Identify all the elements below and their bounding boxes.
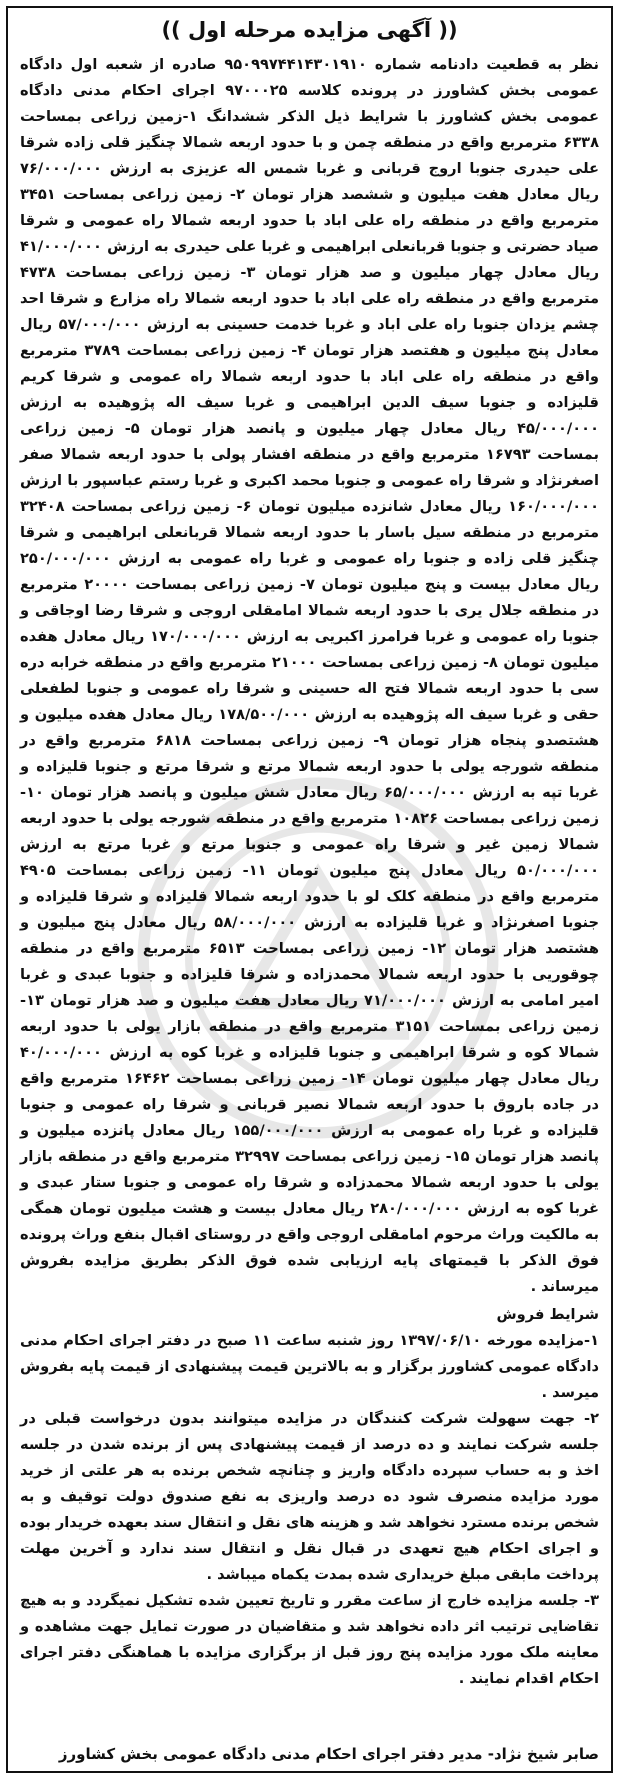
notice-body <box>20 52 599 1300</box>
condition-item-3: ۳- جلسه مزایده خارج از ساعت مقرر و تاریخ تعیین شده تشکیل نمیگردد و به هیچ تقاضایی ترتیب اثر داده نخواهد شد و متقاضیان در صورت تمایل جهت مشاهده و معاینه ملک مورد مزایده پنج روز قبل از برگزاری مزایده با هماهنگی دفتر اجرای احکام اقدام نمایند . <box>20 1592 599 1687</box>
notice-title: (( آگهی مزایده مرحله اول )) <box>161 18 458 42</box>
conditions-heading: شرایط فروش <box>496 1306 599 1323</box>
condition-item-2: ۲- جهت سهولت شرکت کنندگان در مزایده میتوانند بدون درخواست قبلی در جلسه شرکت نمایند و ده درصد از قیمت پیشنهادی پس از برنده شدن در جلسه اخذ و به حساب سپرده دادگاه واریز و چنانچه شخص برنده به هر علتی از خرید مورد مزایده منصرف شود ده درصد واریزی به نفع صندوق دولت توقیف و به شخص برنده مسترد نخواهد شد و هزینه های نقل و انتقال سند بعهده خریدار بوده و اجرای احکام هیچ تعهدی در قبال نقل و انتقال سند ندارد و آخرین مهلت پرداخت مابقی مبلغ خریداری شده بمدت یکماه میباشد . <box>20 1410 599 1583</box>
notice-body-paragraph: نظر به قطعیت دادنامه شماره ۹۵۰۹۹۷۴۴۱۴۳۰۱۹۱۰ صادره از شعبه اول دادگاه عمومی بخش کشاورز در پرونده کلاسه ۹۷۰۰۰۲۵ اجرای احکام مدنی دادگاه عمومی بخش کشاورز با شرایط ذیل الذکر ششدانگ ۱-زمین زراعی بمساحت ۶۳۳۸ مترمربع واقع در منطقه چمن و با حدود اربعه شمالا چنگیز قلی زاده شرقا علی حیدری جنوبا اروج قربانی و غربا شمس اله عزیزی به ارزش ۷۶/۰۰۰/۰۰۰ ریال معادل هفت میلیون و ششصد هزار تومان ۲- زمین زراعی بمساحت ۳۴۵۱ مترمربع واقع در منطقه راه علی اباد با حدود اربعه شمالا راه عمومی و شرقا صیاد حضرتی و جنوبا قربانعلی ابراهیمی و غربا علی حیدری به ارزش ۴۱/۰۰۰/۰۰۰ ریال معادل چهار میلیون و صد هزار تومان ۳- زمین زراعی بمساحت ۴۷۳۸ مترمربع واقع در منطقه راه علی اباد با حدود اربعه شمالا راه مزارع و شرقا احد چشم یزدان جنوبا راه علی اباد و غربا خدمت حسینی به ارزش ۵۷/۰۰۰/۰۰۰ ریال معادل پنج میلیون و هفتصد هزار تومان ۴- زمین زراعی بمساحت ۳۷۸۹ مترمربع واقع در منطقه راه علی اباد با حدود اربعه شمالا راه عمومی و شرقا کریم قلیزاده و جنوبا سیف الدین ابراهیمی و غربا سیف اله پژوهیده به ارزش ۴۵/۰۰۰/۰۰۰ ریال معادل چهار میلیون و پانصد هزار تومان ۵- زمین زراعی بمساحت ۱۶۷۹۳ مترمربع واقع در منطقه افشار پولی با حدود اربعه شمالا صفر اصغرنژاد و شرقا راه عمومی و جنوبا محمد اکبری و غربا رستم عباسپور با ارزش ۱۶۰/۰۰۰/۰۰۰ ریال معادل شانزده میلیون تومان ۶- زمین زراعی بمساحت ۳۲۴۰۸ مترمربع در منطقه سیل باسار با حدود اربعه شمالا قربانعلی ابراهیمی و شرقا چنگیز قلی زاده و جنوبا راه عمومی و غربا راه عمومی به ارزش ۲۵۰/۰۰۰/۰۰۰ ریال معادل بیست و پنج میلیون تومان ۷- زمین زراعی بمساحت ۲۰۰۰۰ مترمربع در منطقه جلال یری با حدود اربعه شمالا امامقلی اروجی و شرقا رضا اوجاقی و جنوبا راه عمومی و غربا فرامرز اکبریی به ارزش ۱۷۰/۰۰۰/۰۰۰ ریال معادل هفده میلیون تومان ۸- زمین زراعی بمساحت ۲۱۰۰۰ مترمربع واقع در منطقه خرابه دره سی با حدود اربعه شمالا فتح اله حسینی و شرقا راه عمومی و جنوبا لطفعلی حقی و غربا سیف اله پژوهیده به ارزش ۱۷۸/۵۰۰/۰۰۰ ریال معادل هفده میلیون و هشتصدو پنجاه هزار تومان ۹- زمین زراعی بمساحت ۶۸۱۸ مترمربع واقع در منطقه شورجه یولی با حدود اربعه شمالا مرتع و شرقا مرتع و جنوبا قلیزاده و غربا تپه به ارزش ۶۵/۰۰۰/۰۰۰ ریال معادل شش میلیون و پانصد هزار تومان ۱۰- زمین زراعی بمساحت ۱۰۸۲۶ مترمربع واقع در منطقه شورجه یولی با حدود اربعه شمالا زمین غیر و شرقا راه عمومی و جنوبا مرتع و غربا مرتع به ارزش ۵۰/۰۰۰/۰۰۰ ریال معادل پنج میلیون تومان ۱۱- زمین زراعی بمساحت ۴۹۰۵ مترمربع واقع در منطقه کلک لو با حدود اربعه شمالا قلیزاده و شرقا قلیزاده و جنوبا اصغرنژاد و غربا قلیزاده به ارزش ۵۸/۰۰۰/۰۰۰ ریال معادل پنج میلیون و هشتصد هزار تومان ۱۲- زمین زراعی بمساحت ۶۵۱۳ مترمربع واقع در منطقه چوقوریی با حدود اربعه شمالا محمدزاده و شرقا قلیزاده و جنوبا عبدی و غربا امیر امامی به ارزش ۷۱/۰۰۰/۰۰۰ ریال معادل هفت میلیون و صد هزار تومان ۱۳- زمین زراعی بمساحت ۳۱۵۱ مترمربع واقع در منطقه بازار یولی با حدود اربعه شمالا کوه و شرقا ابراهیمی و جنوبا قلیزاده و غربا کوه به ارزش ۴۰/۰۰۰/۰۰۰ ریال معادل چهار میلیون تومان ۱۴- زمین زراعی بمساحت ۱۶۴۶۲ مترمربع واقع در جاده باروق با حدود اربعه شمالا نصیر قربانی و شرقا راه عمومی و جنوبا قلیزاده و غربا راه عمومی به ارزش ۱۵۵/۰۰۰/۰۰۰ ریال معادل پانزده میلیون و پانصد هزار تومان ۱۵- زمین زراعی بمساحت ۳۲۹۹۷ مترمربع واقع در منطقه بازار یولی با حدود اربعه شمالا محمدزاده و شرقا راه عمومی و جنوبا ستار عبدی و غربا کوه به ارزش ۲۸۰/۰۰۰/۰۰۰ ریال معادل بیست و هشت میلیون تومان همگی به مالکیت وراث مرحوم امامقلی اروجی واقع در روستای اقبال بنفع وراث پرونده فوق الذکر با قیمتهای پایه ارزیابی شده فوق الذکر بطریق مزایده بفروش میرساند . <box>20 56 600 1295</box>
condition-item-1: ۱-مزایده مورخه ۱۳۹۷/۰۶/۱۰ روز شنبه ساعت ۱۱ صبح در دفتر اجرای احکام مدنی دادگاه عمومی کشاورز برگزار و به بالاترین قیمت پیشنهادی از قیمت پایه بفروش میرسد . <box>20 1332 599 1401</box>
signature-line: صابر شیخ نژاد- مدیر دفتر اجرای احکام مدنی دادگاه عمومی بخش کشاورز <box>58 1745 599 1763</box>
auction-notice <box>6 6 613 1773</box>
